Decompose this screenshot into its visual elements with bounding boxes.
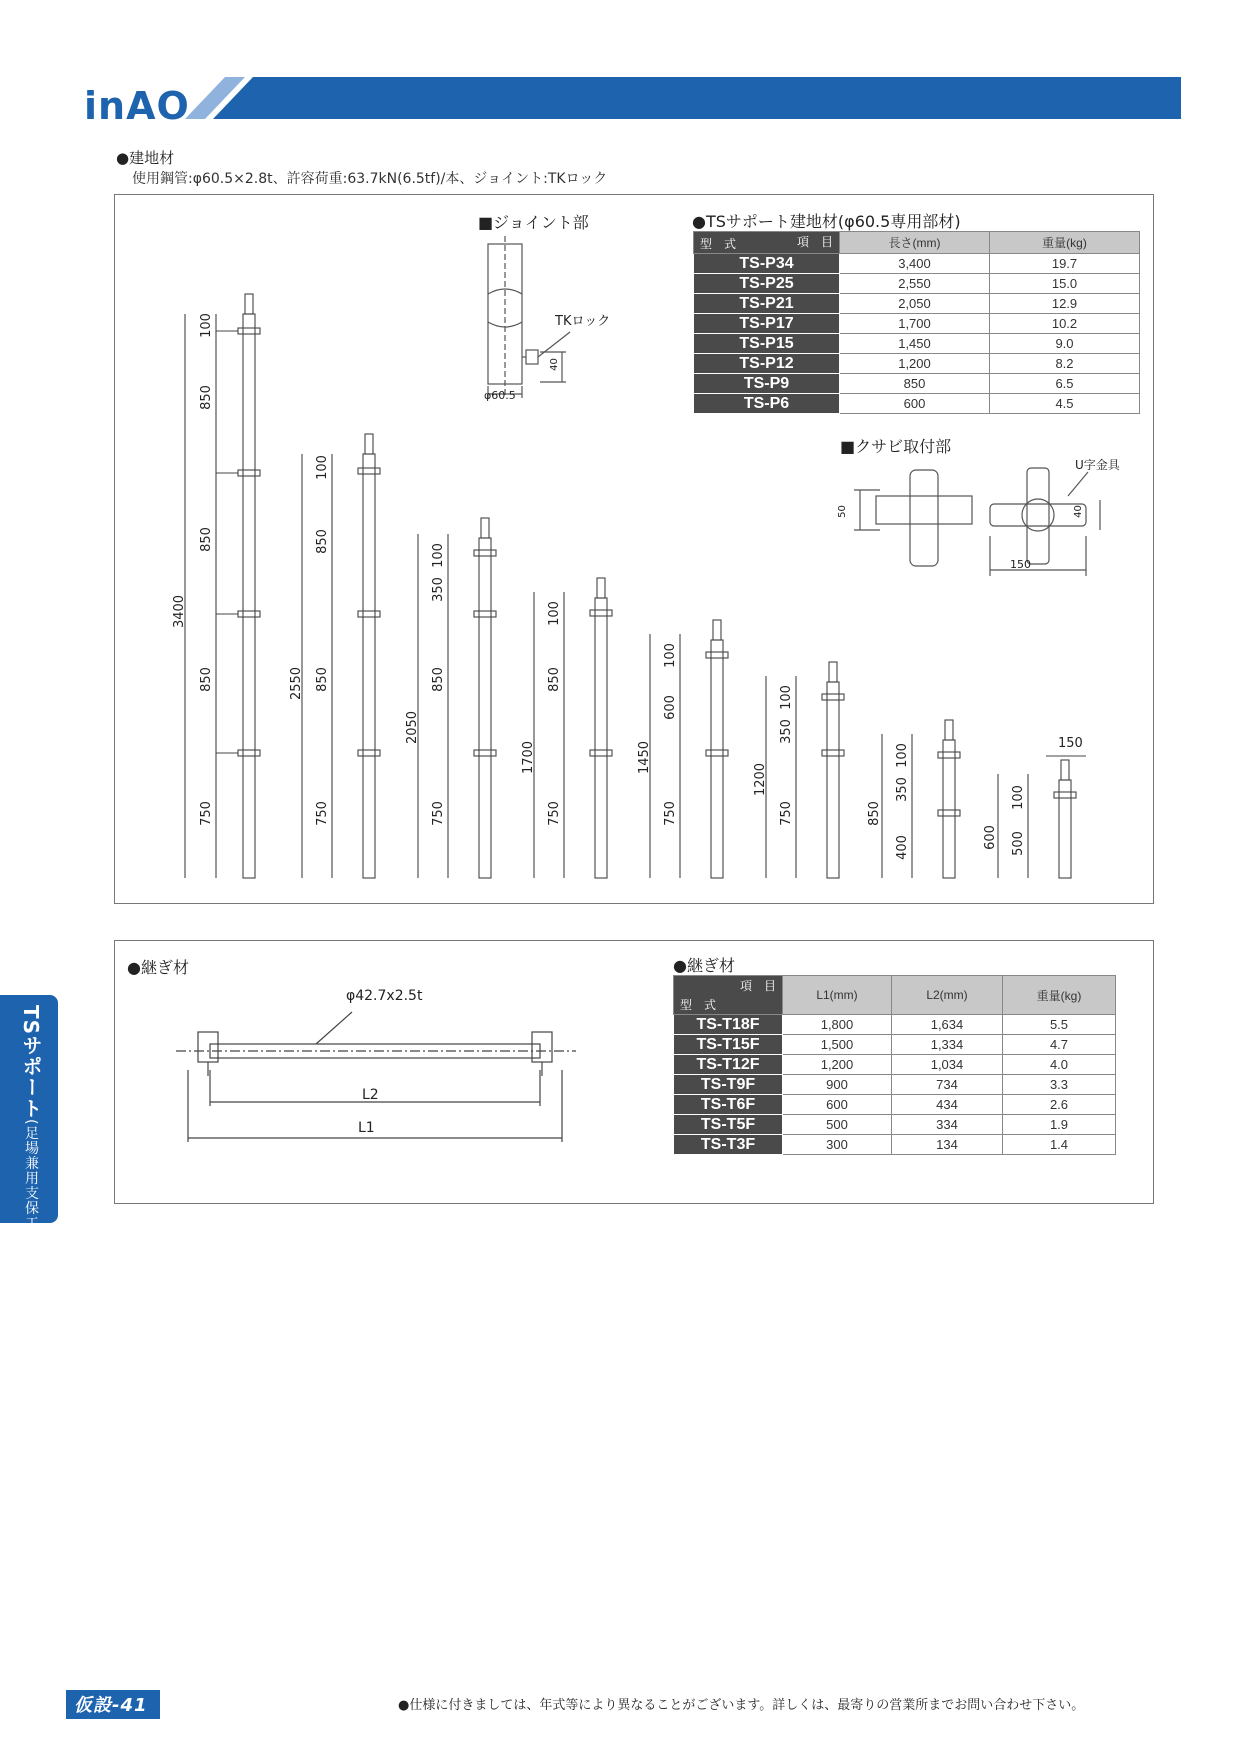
table-row: TS-T18F 1,800 1,634 5.5 (674, 1015, 1116, 1035)
wedge-dim-40: 40 (1072, 505, 1084, 518)
footer-note: ●仕様に付きましては、年式等により異なることがございます。詳しくは、最寄りの営業所までお問い合わせ下さい。 (398, 1698, 1085, 1713)
post-elevations-drawing (120, 280, 1120, 890)
dim-l2-label: L2 (362, 1087, 379, 1103)
table-row: TS-T6F 600 434 2.6 (674, 1095, 1116, 1115)
table-row: TS-T5F 500 334 1.9 (674, 1115, 1116, 1135)
table-row: TS-T9F 900 734 3.3 (674, 1075, 1116, 1095)
post-segment-dim: 750 (662, 801, 678, 826)
splice-section-title: ●継ぎ材 (127, 958, 189, 977)
post-segment-dim: 100 (1010, 785, 1026, 810)
post-segment-dim: 850 (314, 667, 330, 692)
post-total-dim: 3400 (172, 594, 188, 629)
joint-dim-diameter: φ60.5 (484, 389, 516, 402)
u-bracket-label: U字金具 (1075, 458, 1120, 472)
dim-l1-label: L1 (358, 1120, 375, 1136)
post-total-dim: 850 (866, 801, 882, 826)
post-segment-dim: 850 (198, 667, 214, 692)
post-top-dim: 150 (1058, 736, 1083, 751)
post-segment-dim: 850 (314, 529, 330, 554)
joint-detail-title: ■ジョイント部 (478, 213, 589, 232)
table-row: TS-P25 2,550 15.0 (694, 274, 1140, 294)
post-segment-dim: 100 (894, 743, 910, 768)
table-row: TS-P15 1,450 9.0 (694, 334, 1140, 354)
post-segment-dim: 750 (430, 801, 446, 826)
support-table-corner: 項 目 型 式 (694, 232, 840, 254)
table-row: TS-T15F 1,500 1,334 4.7 (674, 1035, 1116, 1055)
table-row: TS-P12 1,200 8.2 (694, 354, 1140, 374)
post-spec-line: 使用鋼管:φ60.5×2.8t、許容荷重:63.7kN(6.5tf)/本、ジョイント:TKロック (132, 171, 608, 187)
table-row: TS-T3F 300 134 1.4 (674, 1135, 1116, 1155)
post-segment-dim: 500 (1010, 831, 1026, 856)
post-total-dim: 1200 (753, 762, 769, 797)
post-segment-dim: 750 (778, 801, 794, 826)
table-row: TS-P17 1,700 10.2 (694, 314, 1140, 334)
wedge-dim-50: 50 (836, 505, 848, 518)
table-row: TS-P21 2,050 12.9 (694, 294, 1140, 314)
table-row: TS-P9 850 6.5 (694, 374, 1140, 394)
wedge-dim-150: 150 (1010, 558, 1031, 571)
post-segment-dim: 350 (778, 719, 794, 744)
post-total-dim: 1450 (637, 740, 653, 775)
post-segment-dim: 850 (198, 385, 214, 410)
table-row: TS-P6 600 4.5 (694, 394, 1140, 414)
post-total-dim: 600 (982, 825, 998, 850)
post-segment-dim: 850 (546, 667, 562, 692)
support-table-title: ●TSサポート建地材(φ60.5専用部材) (692, 212, 961, 231)
post-total-dim: 1700 (521, 740, 537, 775)
splice-drawing (176, 1010, 576, 1150)
post-segment-dim: 100 (662, 643, 678, 668)
post-total-dim: 2050 (405, 710, 421, 745)
tk-lock-label: TKロック (555, 314, 611, 329)
side-tab-label: TSサポート(足場兼用支保工) (19, 1005, 43, 1237)
col-l1: L1(mm) (783, 976, 892, 1015)
post-segment-dim: 350 (894, 777, 910, 802)
col-length: 長さ(mm) (840, 232, 990, 254)
post-segment-dim: 850 (430, 667, 446, 692)
page-number: 仮設-41 (66, 1690, 160, 1719)
joint-dim-40: 40 (548, 358, 560, 371)
post-segment-dim: 400 (894, 835, 910, 860)
col-weight: 重量(kg) (990, 232, 1140, 254)
splice-table-corner: 項 目 型 式 (674, 976, 783, 1015)
splice-spec-table (673, 975, 1116, 1155)
col-weight: 重量(kg) (1003, 976, 1116, 1015)
post-segment-dim: 100 (198, 313, 214, 338)
post-segment-dim: 750 (314, 801, 330, 826)
post-segment-dim: 350 (430, 577, 446, 602)
splice-table-title: ●継ぎ材 (673, 956, 735, 975)
post-segment-dim: 100 (778, 685, 794, 710)
post-segment-dim: 850 (198, 527, 214, 552)
post-segment-dim: 750 (546, 801, 562, 826)
pipe-size-label: φ42.7x2.5t (346, 988, 423, 1004)
post-segment-dim: 750 (198, 801, 214, 826)
wedge-detail-title: ■クサビ取付部 (840, 437, 952, 456)
col-l2: L2(mm) (892, 976, 1003, 1015)
post-segment-dim: 100 (430, 543, 446, 568)
table-row: TS-P34 3,400 19.7 (694, 254, 1140, 274)
company-logo: inAO (84, 84, 190, 128)
table-row: TS-T12F 1,200 1,034 4.0 (674, 1055, 1116, 1075)
header-bar (185, 77, 1181, 119)
post-total-dim: 2550 (289, 666, 305, 701)
post-segment-dim: 600 (662, 695, 678, 720)
section-title-posts: ●建地材 (116, 149, 175, 167)
post-segment-dim: 100 (314, 455, 330, 480)
post-segment-dim: 100 (546, 601, 562, 626)
